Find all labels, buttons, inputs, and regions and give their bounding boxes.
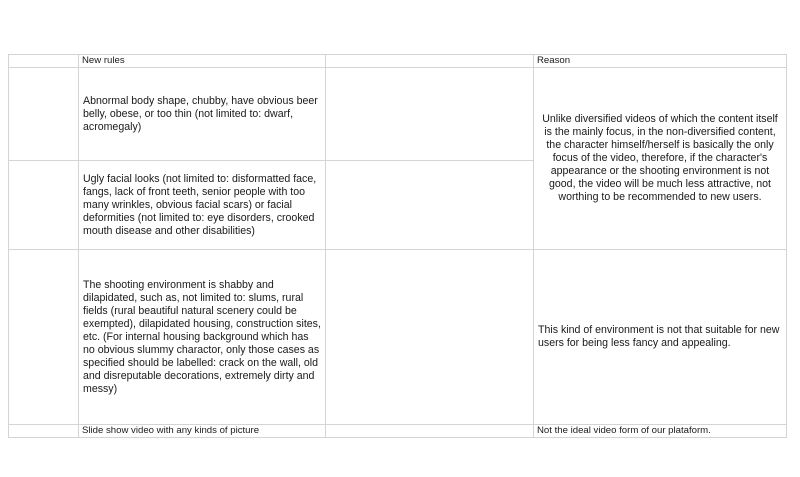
empty-cell <box>9 425 79 438</box>
rule-cell: The shooting environment is shabby and dilapidated, such as, not limited to: slums, rural fields (rural beautiful natural scenery could be exempted), dilapidated housing, construction sites, etc. (For internal housing background which has no obvious slummy charactor, only those cases as specified should be labelled: crack on the wall, old and disreputable decorations, extremely dirty and messy) <box>79 250 326 425</box>
reason-cell: This kind of environment is not that suitable for new users for being less fancy and appealing. <box>534 250 787 425</box>
empty-cell <box>326 68 534 161</box>
empty-cell <box>326 250 534 425</box>
empty-cell <box>9 68 79 161</box>
header-row <box>9 55 787 68</box>
rule-cell: Abnormal body shape, chubby, have obvious beer belly, obese, or too thin (not limited to: dwarf, acromegaly) <box>79 68 326 161</box>
rule-cell: Slide show video with any kinds of picture <box>79 425 326 438</box>
reason-cell: Not the ideal video form of our plataform. <box>534 425 787 438</box>
empty-cell <box>326 55 534 68</box>
table-row <box>9 250 787 425</box>
empty-cell <box>9 55 79 68</box>
empty-cell <box>326 425 534 438</box>
new-rules-header: New rules <box>79 55 326 68</box>
merged-reason-cell: Unlike diversified videos of which the content itself is the mainly focus, in the non-diversified content, the character himself/herself is basically the only focus of the video, therefore, if the character's appearance or the shooting environment is not good, the video will be much less attractive, not worthing to be recommended to new users. <box>534 68 787 250</box>
table-row <box>9 68 787 161</box>
rules-table <box>8 54 787 438</box>
empty-cell <box>9 161 79 250</box>
empty-cell <box>326 161 534 250</box>
reason-header: Reason <box>534 55 787 68</box>
empty-cell <box>9 250 79 425</box>
rule-cell: Ugly facial looks (not limited to: disformatted face, fangs, lack of front teeth, senior people with too many wrinkles, obvious facial scars) or facial deformities (not limited to: eye disorders, crooked mouth disease and other disabilities) <box>79 161 326 250</box>
table-row <box>9 425 787 438</box>
